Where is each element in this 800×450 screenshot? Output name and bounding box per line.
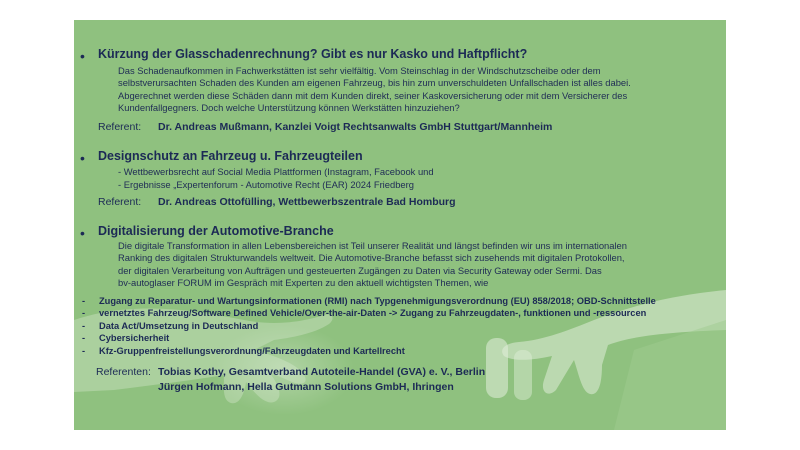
- paragraph-line: selbstverursachten Schaden des Kunden am eigenen Fahrzeug, bis hin zum unverschuldeten Unfallschaden ist alles dabei.: [118, 77, 631, 89]
- speaker-name: Jürgen Hofmann, Hella Gutmann Solutions GmbH, Ihringen: [158, 381, 454, 393]
- topic-text: Data Act/Umsetzung in Deutschland: [99, 320, 259, 331]
- bullet-icon: •: [80, 150, 85, 166]
- speaker-glasschaden: [98, 121, 553, 133]
- bullet-icon: •: [80, 48, 85, 64]
- dash-marker: -: [82, 308, 86, 319]
- topic-text: Zugang zu Reparatur- und Wartungsinformationen (RMI) nach Typgenehmigungsverordnung (EU) 858/2018; OBD-Schnittstelle: [99, 296, 656, 306]
- list-item: - Wettbewerbsrecht auf Social Media Plattformen (Instagram, Facebook und: [118, 166, 434, 177]
- section-paragraph-digitalisierung: [118, 240, 708, 290]
- paragraph-line: Abgerechnet werden diese Schäden dann mit dem Kunden direkt, seiner Kaskoversicherung oder mit dem Versicherer des: [118, 89, 628, 101]
- dash-marker: -: [82, 333, 86, 344]
- topic-item: [82, 333, 722, 345]
- topic-text: Cybersicherheit: [99, 333, 170, 344]
- section-heading-glasschaden: Kürzung der Glasschadenrechnung? Gibt es nur Kasko und Haftpflicht?: [98, 47, 528, 61]
- paragraph-line: Das Schadenaufkommen in Fachwerkstätten ist sehr vielfältig. Vom Steinschlag in der Windschutzscheibe oder dem: [118, 65, 601, 76]
- paragraph-line: der digitalen Verarbeitung von Aufträgen und gesteuerten Zugängen zu Daten via Security Gateway oder Sermi. Das: [118, 264, 602, 276]
- topic-item: [82, 321, 722, 333]
- content-panel: [74, 20, 726, 430]
- topic-item: [82, 296, 722, 308]
- paragraph-line: Die digitale Transformation in allen Lebensbereichen ist Teil unserer Realität und längst befinden wir uns im internationalen: [118, 240, 627, 251]
- bullet-icon: •: [80, 225, 85, 241]
- paragraph-line: Ranking des digitalen Strukturwandels weltweit. Die Automotive-Branche befasst sich zusehends mit digitalen Protokollen,: [118, 252, 625, 264]
- list-item: - Ergebnisse „Expertenforum - Automotive Recht (EAR) 2024 Friedberg: [118, 179, 414, 190]
- speaker-label: Referent:: [98, 196, 142, 208]
- topic-list: [82, 296, 722, 358]
- topic-item: [82, 308, 722, 320]
- speaker-designschutz: [98, 196, 456, 208]
- dash-marker: -: [82, 345, 86, 356]
- dash-marker: -: [82, 296, 86, 306]
- speaker-label: Referenten:: [96, 366, 151, 378]
- dash-marker: -: [82, 320, 86, 331]
- section-paragraph-glasschaden: [118, 65, 708, 115]
- paragraph-line: bv-autoglaser FORUM im Gespräch mit Experten zu den aktuell wichtigsten Themen, wie: [118, 277, 489, 289]
- speaker-name: Dr. Andreas Ottofülling, Wettbewerbszentrale Bad Homburg: [158, 196, 456, 208]
- speaker-name: Tobias Kothy, Gesamtverband Autoteile-Handel (GVA) e. V., Berlin: [158, 366, 486, 378]
- section-heading-designschutz: Designschutz an Fahrzeug u. Fahrzeugteilen: [98, 149, 363, 163]
- topic-item: [82, 346, 722, 358]
- agenda-content: [74, 20, 726, 430]
- topic-text: vernetztes Fahrzeug/Software Defined Vehicle/Over-the-air-Daten -> Zugang zu Fahrzeugdaten-, funktionen und -ressourcen: [99, 308, 647, 319]
- paragraph-line: Kundenfallgegners. Doch welche Unterstützung können Werkstätten hinzuziehen?: [118, 102, 460, 114]
- section-heading-digitalisierung: Digitalisierung der Automotive-Branche: [98, 224, 334, 238]
- speaker-name: Dr. Andreas Mußmann, Kanzlei Voigt Rechtsanwalts GmbH Stuttgart/Mannheim: [158, 121, 553, 133]
- speaker-label: Referent:: [98, 121, 142, 133]
- topic-text: Kfz-Gruppenfreistellungsverordnung/Fahrzeugdaten und Kartellrecht: [99, 345, 405, 356]
